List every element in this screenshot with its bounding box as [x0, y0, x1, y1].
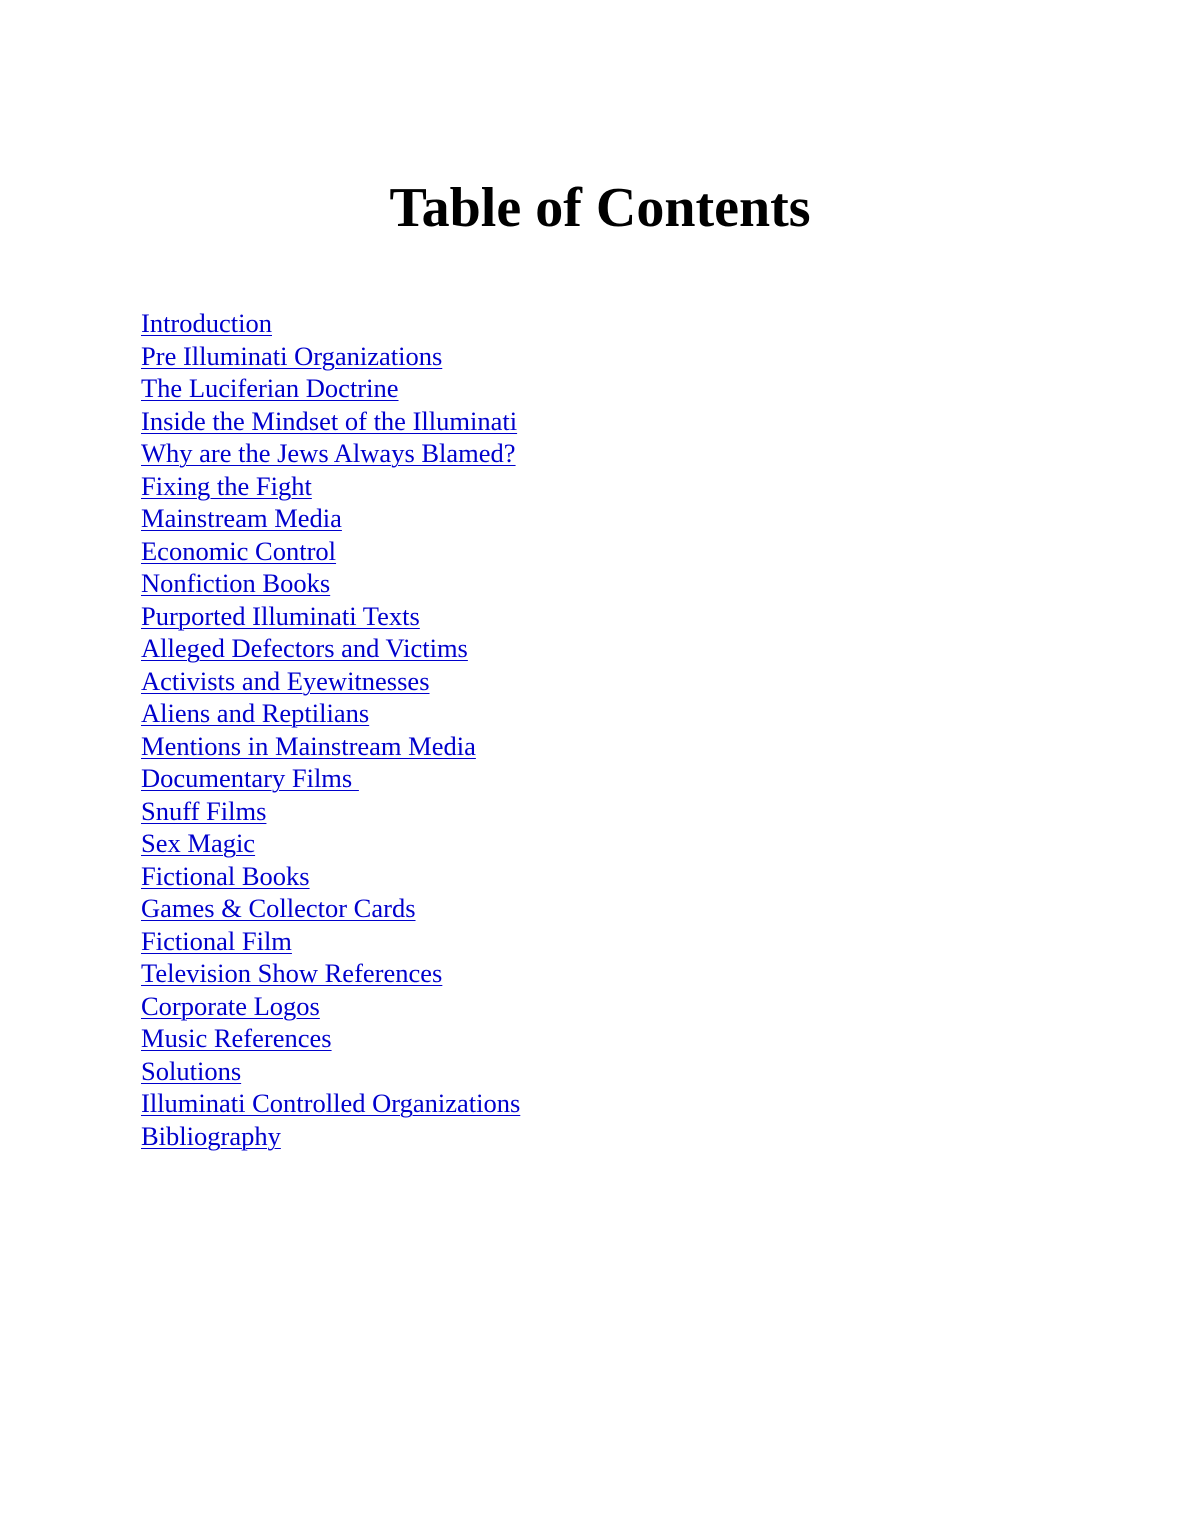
- toc-item: [141, 762, 520, 795]
- toc-link-solutions[interactable]: Solutions: [141, 1055, 242, 1086]
- toc-item: [141, 1055, 520, 1088]
- toc-item: [141, 827, 520, 860]
- toc-link-alleged-defectors[interactable]: Alleged Defectors and Victims: [141, 633, 468, 663]
- toc-link-purported-texts[interactable]: Purported Illuminati Texts: [141, 600, 420, 631]
- toc-item: [141, 730, 520, 763]
- toc-link-fixing-the-fight[interactable]: Fixing the Fight: [141, 470, 312, 501]
- toc-link-snuff-films[interactable]: Snuff Films: [141, 795, 267, 826]
- toc-item: [141, 567, 520, 600]
- toc-item: [141, 665, 520, 698]
- toc-link-television-show-references[interactable]: Television Show References: [141, 958, 443, 988]
- toc-link-introduction[interactable]: Introduction: [141, 308, 272, 338]
- toc-item: [141, 697, 520, 730]
- toc-list: [141, 307, 520, 1152]
- toc-link-why-jews-blamed[interactable]: Why are the Jews Always Blamed?: [141, 438, 516, 468]
- toc-link-inside-the-mindset[interactable]: Inside the Mindset of the Illuminati: [141, 405, 518, 436]
- toc-link-sex-magic[interactable]: Sex Magic: [141, 828, 256, 858]
- toc-item: [141, 925, 520, 958]
- toc-link-fictional-books[interactable]: Fictional Books: [141, 860, 310, 891]
- toc-link-economic-control[interactable]: Economic Control: [141, 535, 337, 566]
- toc-item: [141, 990, 520, 1023]
- toc-item: [141, 632, 520, 665]
- toc-item: [141, 502, 520, 535]
- toc-item: [141, 340, 520, 373]
- toc-item: [141, 1087, 520, 1120]
- toc-item: [141, 795, 520, 828]
- toc-item: [141, 437, 520, 470]
- toc-link-bibliography[interactable]: Bibliography: [141, 1120, 281, 1151]
- toc-link-controlled-organizations[interactable]: Illuminati Controlled Organizations: [141, 1088, 521, 1118]
- toc-item: [141, 600, 520, 633]
- toc-item: [141, 535, 520, 568]
- toc-item: [141, 1022, 520, 1055]
- toc-item: [141, 307, 520, 340]
- toc-item: [141, 957, 520, 990]
- toc-item: [141, 1120, 520, 1153]
- toc-link-nonfiction-books[interactable]: Nonfiction Books: [141, 568, 331, 598]
- toc-link-fictional-film[interactable]: Fictional Film: [141, 925, 292, 956]
- toc-link-games-collector-cards[interactable]: Games & Collector Cards: [141, 893, 416, 923]
- toc-link-mentions-mainstream-media[interactable]: Mentions in Mainstream Media: [141, 730, 476, 761]
- toc-link-documentary-films[interactable]: Documentary Films: [141, 763, 359, 793]
- toc-link-music-references[interactable]: Music References: [141, 1023, 332, 1053]
- toc-link-pre-illuminati-organizations[interactable]: Pre Illuminati Organizations: [141, 340, 443, 371]
- page-title: Table of Contents: [389, 177, 811, 239]
- toc-item: [141, 372, 520, 405]
- toc-link-aliens-reptilians[interactable]: Aliens and Reptilians: [141, 698, 370, 728]
- toc-link-activists-eyewitnesses[interactable]: Activists and Eyewitnesses: [141, 665, 430, 696]
- toc-item: [141, 860, 520, 893]
- toc-link-mainstream-media[interactable]: Mainstream Media: [141, 503, 342, 533]
- toc-link-corporate-logos[interactable]: Corporate Logos: [141, 990, 320, 1021]
- toc-item: [141, 892, 520, 925]
- toc-item: [141, 405, 520, 438]
- toc-link-luciferian-doctrine[interactable]: The Luciferian Doctrine: [141, 373, 399, 403]
- toc-item: [141, 470, 520, 503]
